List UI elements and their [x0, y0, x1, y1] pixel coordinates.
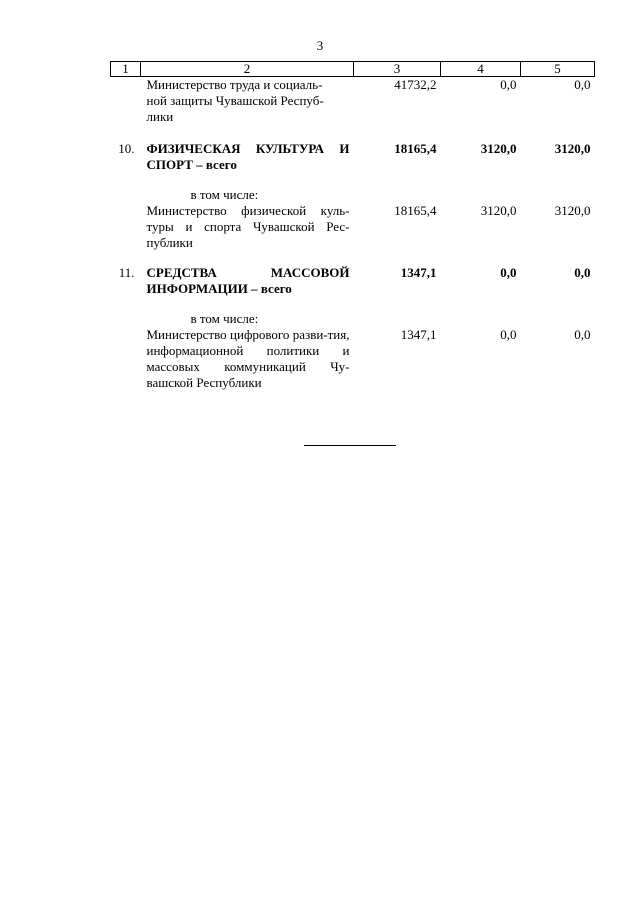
- row-value-col5: 3120,0: [554, 202, 591, 218]
- table-row: [111, 203, 595, 251]
- table-header-row: [111, 62, 595, 77]
- row-value-col3: 18165,4: [394, 202, 437, 218]
- column-header-4: 4: [441, 62, 521, 77]
- column-header-3: 3: [354, 62, 441, 77]
- subtotal-intro: в том числе:: [190, 310, 259, 326]
- row-value-col5: 0,0: [574, 264, 591, 280]
- row-value-col4: 0,0: [500, 264, 517, 280]
- end-separator-line: [304, 445, 396, 446]
- row-value-col4: 0,0: [500, 326, 517, 342]
- column-header-1: 1: [111, 62, 141, 77]
- row-value-col3: 18165,4: [394, 140, 437, 156]
- row-value-col5: 3120,0: [554, 140, 591, 156]
- table-row: [111, 77, 595, 127]
- row-description: Министерство цифрового разви-тия, информационной политики и массовых коммуникаций Чу-вашской Республики: [146, 326, 350, 390]
- column-header-5: 5: [521, 62, 595, 77]
- row-value-col4: 0,0: [500, 77, 517, 92]
- row-number: [111, 327, 141, 391]
- table-row: [111, 327, 595, 391]
- row-value-col4: 3120,0: [480, 202, 517, 218]
- subtotal-intro: в том числе:: [190, 186, 259, 202]
- row-number: [111, 77, 141, 127]
- page-number: 3: [316, 38, 324, 53]
- row-value-col5: 0,0: [574, 326, 591, 342]
- row-number: 11.: [118, 264, 135, 280]
- row-description: Министерство труда и социаль- ной защиты Чувашской Респуб- лики: [146, 77, 324, 124]
- row-value-col3: 1347,1: [400, 264, 437, 280]
- row-value-col3: 41732,2: [394, 77, 437, 92]
- table-row: [111, 265, 595, 297]
- budget-table-wrapper: [110, 61, 594, 391]
- row-number: [111, 203, 141, 251]
- row-description: Министерство физической куль-туры и спорта Чувашской Рес-публики: [146, 202, 350, 250]
- budget-table: [110, 61, 595, 391]
- row-value-col3: 1347,1: [400, 326, 437, 342]
- table-row: [111, 141, 595, 173]
- column-header-2: 2: [141, 62, 354, 77]
- table-row: [111, 311, 595, 327]
- row-value-col4: 3120,0: [480, 140, 517, 156]
- row-value-col5: 0,0: [574, 77, 591, 92]
- row-number: 10.: [118, 140, 135, 156]
- row-description: ФИЗИЧЕСКАЯ КУЛЬТУРА И СПОРТ – всего: [146, 140, 350, 172]
- table-row: [111, 187, 595, 203]
- row-description: СРЕДСТВА МАССОВОЙ ИНФОРМАЦИИ – всего: [146, 264, 350, 296]
